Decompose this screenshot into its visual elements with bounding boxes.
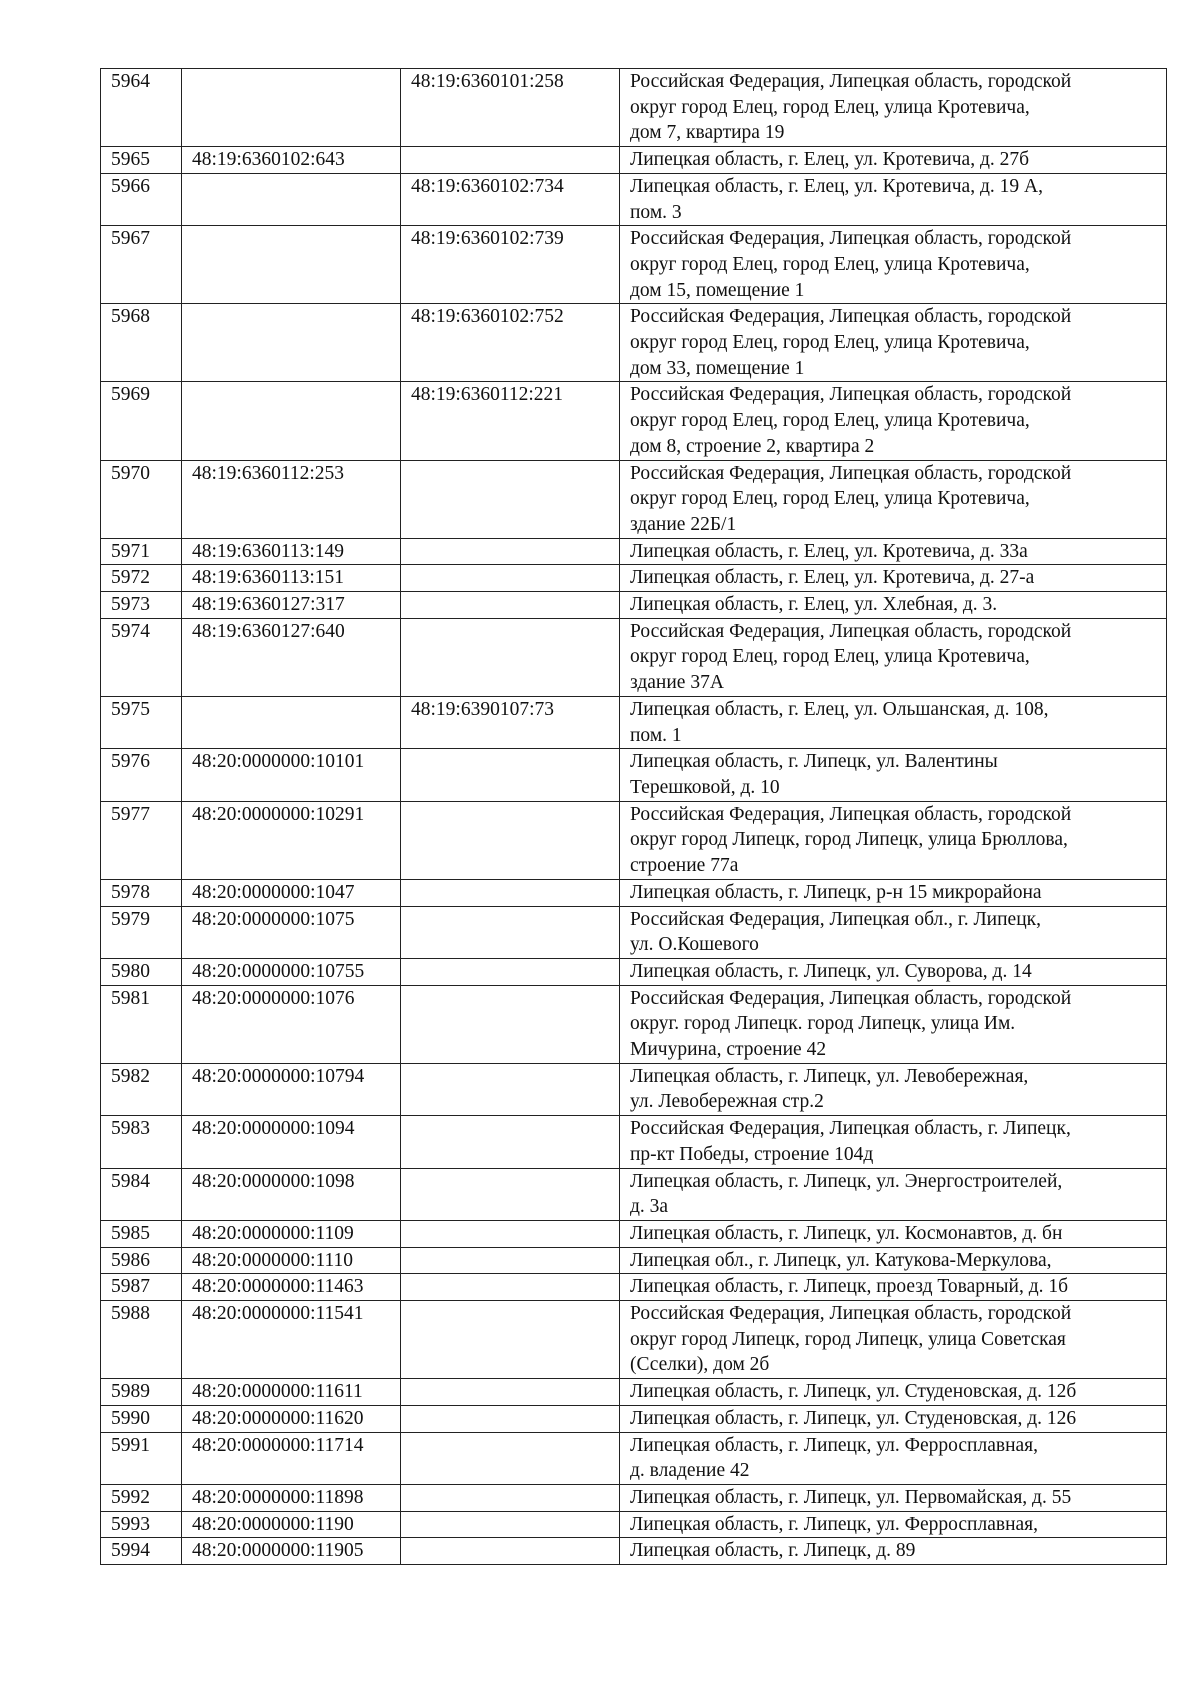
table-row [101, 565, 1167, 592]
cadastral-number-object-cell [401, 1116, 620, 1168]
table-row [101, 147, 1167, 174]
row-number-cell: 5975 [101, 696, 182, 748]
cadastral-number-parcel-cell: 48:20:0000000:1075 [182, 906, 401, 958]
cadastral-number-parcel-cell: 48:20:0000000:11611 [182, 1379, 401, 1406]
cadastral-number-parcel-cell: 48:20:0000000:10101 [182, 749, 401, 801]
table-row [101, 958, 1167, 985]
row-number-cell: 5972 [101, 565, 182, 592]
row-number-cell: 5981 [101, 985, 182, 1063]
cadastral-number-parcel-cell: 48:20:0000000:10291 [182, 801, 401, 879]
document-page [100, 68, 1166, 1565]
cadastral-number-object-cell [401, 1168, 620, 1220]
address-cell: Российская Федерация, Липецкая область, городской округ город Липецк, город Липецк, улица Брюллова, строение 77а [620, 801, 1167, 879]
address-cell: Липецкая область, г. Липецк, р-н 15 микрорайона [620, 879, 1167, 906]
cadastral-number-parcel-cell: 48:20:0000000:11620 [182, 1405, 401, 1432]
address-cell: Российская Федерация, Липецкая обл., г. Липецк, ул. О.Кошевого [620, 906, 1167, 958]
cadastral-number-parcel-cell: 48:20:0000000:11898 [182, 1484, 401, 1511]
cadastral-number-object-cell [401, 1274, 620, 1301]
row-number-cell: 5990 [101, 1405, 182, 1432]
row-number-cell: 5985 [101, 1220, 182, 1247]
cadastral-number-object-cell [401, 879, 620, 906]
cadastral-number-object-cell [401, 906, 620, 958]
row-number-cell: 5971 [101, 538, 182, 565]
cadastral-number-parcel-cell: 48:20:0000000:1190 [182, 1511, 401, 1538]
address-cell: Российская Федерация, Липецкая область, городской округ. город Липецк. город Липецк, улица Им. Мичурина, строение 42 [620, 985, 1167, 1063]
table-row [101, 382, 1167, 460]
cadastral-number-object-cell [401, 1432, 620, 1484]
table-row [101, 1301, 1167, 1379]
table-row [101, 1484, 1167, 1511]
cadastral-number-object-cell [401, 618, 620, 696]
cadastral-number-object-cell [401, 460, 620, 538]
cadastral-number-object-cell [401, 1063, 620, 1115]
address-cell: Липецкая область, г. Елец, ул. Кротевича, д. 33а [620, 538, 1167, 565]
cadastral-number-parcel-cell: 48:20:0000000:1109 [182, 1220, 401, 1247]
row-number-cell: 5994 [101, 1538, 182, 1565]
cadastral-number-object-cell: 48:19:6360102:734 [401, 173, 620, 225]
address-cell: Липецкая область, г. Липецк, ул. Ферросплавная, [620, 1511, 1167, 1538]
address-cell: Российская Федерация, Липецкая область, городской округ город Елец, город Елец, улица Кротевича, здание 37А [620, 618, 1167, 696]
table-row [101, 618, 1167, 696]
address-cell: Российская Федерация, Липецкая область, городской округ город Елец, город Елец, улица Кротевича, здание 22Б/1 [620, 460, 1167, 538]
row-number-cell: 5983 [101, 1116, 182, 1168]
row-number-cell: 5980 [101, 958, 182, 985]
cadastral-number-parcel-cell: 48:19:6360102:643 [182, 147, 401, 174]
cadastral-number-object-cell [401, 985, 620, 1063]
address-cell: Липецкая область, г. Елец, ул. Ольшанская, д. 108, пом. 1 [620, 696, 1167, 748]
row-number-cell: 5988 [101, 1301, 182, 1379]
address-cell: Российская Федерация, Липецкая область, городской округ город Елец, город Елец, улица Кротевича, дом 7, квартира 19 [620, 69, 1167, 147]
row-number-cell: 5970 [101, 460, 182, 538]
cadastral-number-parcel-cell [182, 696, 401, 748]
cadastral-number-object-cell [401, 1511, 620, 1538]
address-cell: Липецкая область, г. Липецк, ул. Суворова, д. 14 [620, 958, 1167, 985]
table-row [101, 1168, 1167, 1220]
row-number-cell: 5991 [101, 1432, 182, 1484]
cadastral-number-parcel-cell: 48:19:6360127:640 [182, 618, 401, 696]
table-row [101, 173, 1167, 225]
cadastral-number-parcel-cell: 48:19:6360112:253 [182, 460, 401, 538]
cadastral-number-parcel-cell: 48:20:0000000:11541 [182, 1301, 401, 1379]
table-row [101, 460, 1167, 538]
table-row [101, 1220, 1167, 1247]
address-cell: Липецкая область, г. Липецк, ул. Энергостроителей, д. 3а [620, 1168, 1167, 1220]
address-cell: Липецкая область, г. Липецк, ул. Первомайская, д. 55 [620, 1484, 1167, 1511]
table-row [101, 1511, 1167, 1538]
address-cell: Липецкая область, г. Липецк, проезд Товарный, д. 1б [620, 1274, 1167, 1301]
address-cell: Российская Федерация, Липецкая область, городской округ город Елец, город Елец, улица Кротевича, дом 8, строение 2, квартира 2 [620, 382, 1167, 460]
address-cell: Липецкая область, г. Липецк, д. 89 [620, 1538, 1167, 1565]
address-cell: Липецкая область, г. Липецк, ул. Левобережная, ул. Левобережная стр.2 [620, 1063, 1167, 1115]
cadastral-number-object-cell [401, 1538, 620, 1565]
cadastral-number-parcel-cell: 48:20:0000000:11714 [182, 1432, 401, 1484]
cadastral-number-object-cell [401, 1247, 620, 1274]
cadastral-number-object-cell [401, 749, 620, 801]
table-row [101, 985, 1167, 1063]
address-cell: Российская Федерация, Липецкая область, городской округ город Липецк, город Липецк, улица Советская (Сселки), дом 2б [620, 1301, 1167, 1379]
cadastral-number-parcel-cell: 48:20:0000000:1098 [182, 1168, 401, 1220]
cadastral-number-parcel-cell [182, 226, 401, 304]
cadastral-number-object-cell [401, 147, 620, 174]
address-cell: Липецкая область, г. Липецк, ул. Ферросплавная, д. владение 42 [620, 1432, 1167, 1484]
table-row [101, 1274, 1167, 1301]
row-number-cell: 5992 [101, 1484, 182, 1511]
row-number-cell: 5989 [101, 1379, 182, 1406]
cadastral-number-parcel-cell: 48:20:0000000:10755 [182, 958, 401, 985]
table-row [101, 538, 1167, 565]
cadastral-number-parcel-cell [182, 173, 401, 225]
row-number-cell: 5973 [101, 592, 182, 619]
cadastral-number-parcel-cell: 48:20:0000000:1047 [182, 879, 401, 906]
cadastral-number-object-cell: 48:19:6390107:73 [401, 696, 620, 748]
cadastral-number-object-cell [401, 1301, 620, 1379]
row-number-cell: 5964 [101, 69, 182, 147]
table-row [101, 226, 1167, 304]
table-row [101, 1116, 1167, 1168]
row-number-cell: 5978 [101, 879, 182, 906]
row-number-cell: 5977 [101, 801, 182, 879]
table-row [101, 592, 1167, 619]
cadastral-number-parcel-cell: 48:19:6360113:151 [182, 565, 401, 592]
row-number-cell: 5965 [101, 147, 182, 174]
cadastral-number-object-cell [401, 1405, 620, 1432]
row-number-cell: 5979 [101, 906, 182, 958]
cadastral-number-parcel-cell: 48:20:0000000:1094 [182, 1116, 401, 1168]
row-number-cell: 5967 [101, 226, 182, 304]
table-row [101, 1063, 1167, 1115]
row-number-cell: 5987 [101, 1274, 182, 1301]
row-number-cell: 5968 [101, 304, 182, 382]
row-number-cell: 5982 [101, 1063, 182, 1115]
table-row [101, 1405, 1167, 1432]
cadastral-number-object-cell [401, 1379, 620, 1406]
table-row [101, 1538, 1167, 1565]
address-cell: Липецкая область, г. Елец, ул. Кротевича, д. 27-а [620, 565, 1167, 592]
table-body [101, 69, 1167, 1565]
cadastral-number-object-cell [401, 565, 620, 592]
cadastral-number-object-cell [401, 1220, 620, 1247]
row-number-cell: 5986 [101, 1247, 182, 1274]
address-cell: Липецкая область, г. Липецк, ул. Студеновская, д. 126 [620, 1405, 1167, 1432]
cadastral-number-object-cell [401, 958, 620, 985]
cadastral-number-object-cell: 48:19:6360112:221 [401, 382, 620, 460]
row-number-cell: 5984 [101, 1168, 182, 1220]
row-number-cell: 5969 [101, 382, 182, 460]
cadastral-number-object-cell [401, 801, 620, 879]
address-cell: Российская Федерация, Липецкая область, городской округ город Елец, город Елец, улица Кротевича, дом 15, помещение 1 [620, 226, 1167, 304]
cadastral-number-object-cell: 48:19:6360102:752 [401, 304, 620, 382]
address-cell: Липецкая обл., г. Липецк, ул. Катукова-Меркулова, [620, 1247, 1167, 1274]
table-row [101, 69, 1167, 147]
cadastral-number-parcel-cell: 48:19:6360127:317 [182, 592, 401, 619]
table-row [101, 1432, 1167, 1484]
cadastral-number-parcel-cell [182, 69, 401, 147]
table-row [101, 906, 1167, 958]
address-cell: Российская Федерация, Липецкая область, г. Липецк, пр-кт Победы, строение 104д [620, 1116, 1167, 1168]
table-row [101, 1379, 1167, 1406]
address-cell: Липецкая область, г. Липецк, ул. Космонавтов, д. бн [620, 1220, 1167, 1247]
address-cell: Липецкая область, г. Липецк, ул. Валентины Терешковой, д. 10 [620, 749, 1167, 801]
row-number-cell: 5974 [101, 618, 182, 696]
table-row [101, 801, 1167, 879]
table-row [101, 749, 1167, 801]
table-row [101, 696, 1167, 748]
cadastral-number-parcel-cell: 48:20:0000000:11463 [182, 1274, 401, 1301]
row-number-cell: 5976 [101, 749, 182, 801]
cadastral-number-object-cell [401, 1484, 620, 1511]
address-cell: Липецкая область, г. Елец, ул. Хлебная, д. 3. [620, 592, 1167, 619]
address-cell: Российская Федерация, Липецкая область, городской округ город Елец, город Елец, улица Кротевича, дом 33, помещение 1 [620, 304, 1167, 382]
table-row [101, 1247, 1167, 1274]
address-cell: Липецкая область, г. Елец, ул. Кротевича, д. 19 А, пом. 3 [620, 173, 1167, 225]
cadastral-number-object-cell: 48:19:6360101:258 [401, 69, 620, 147]
cadastral-number-parcel-cell: 48:20:0000000:1076 [182, 985, 401, 1063]
cadastral-number-object-cell: 48:19:6360102:739 [401, 226, 620, 304]
address-cell: Липецкая область, г. Елец, ул. Кротевича, д. 27б [620, 147, 1167, 174]
row-number-cell: 5993 [101, 1511, 182, 1538]
cadastral-table [100, 68, 1167, 1565]
cadastral-number-parcel-cell: 48:20:0000000:10794 [182, 1063, 401, 1115]
cadastral-number-parcel-cell [182, 382, 401, 460]
cadastral-number-object-cell [401, 592, 620, 619]
address-cell: Липецкая область, г. Липецк, ул. Студеновская, д. 12б [620, 1379, 1167, 1406]
table-row [101, 304, 1167, 382]
cadastral-number-parcel-cell [182, 304, 401, 382]
cadastral-number-object-cell [401, 538, 620, 565]
cadastral-number-parcel-cell: 48:19:6360113:149 [182, 538, 401, 565]
row-number-cell: 5966 [101, 173, 182, 225]
table-row [101, 879, 1167, 906]
cadastral-number-parcel-cell: 48:20:0000000:1110 [182, 1247, 401, 1274]
cadastral-number-parcel-cell: 48:20:0000000:11905 [182, 1538, 401, 1565]
